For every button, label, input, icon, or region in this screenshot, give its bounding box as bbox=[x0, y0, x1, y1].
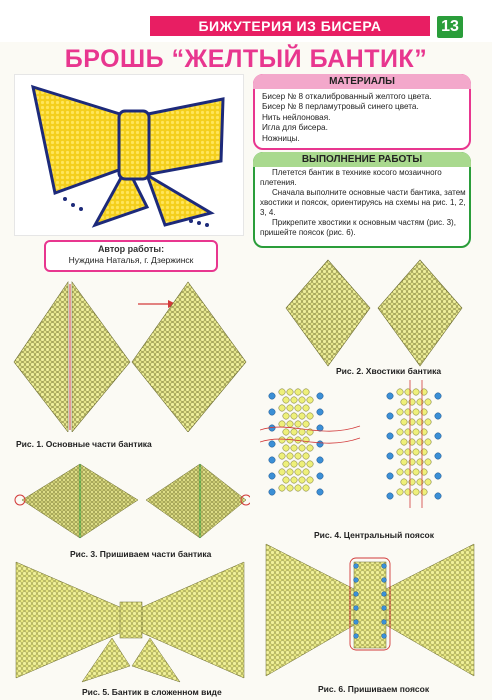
fig5-diagram bbox=[12, 556, 248, 684]
paragraph: Прикрепите хвостики к основным частям (рис. 3), пришейте поясок (рис. 6). bbox=[260, 218, 456, 237]
caption-fig6: Рис. 6. Пришиваем поясок bbox=[318, 684, 430, 694]
paragraph: Сначала выполните основные части бантика, затем хвостики и поясок, ориентируясь на схемы на рис. 1, 2, 3, 4. bbox=[260, 188, 466, 217]
fig4-diagram bbox=[260, 380, 480, 520]
list-item: Игла для бисера. bbox=[262, 123, 328, 133]
caption-fig1: Рис. 1. Основные части бантика bbox=[16, 439, 152, 449]
instructions-heading: ВЫПОЛНЕНИЕ РАБОТЫ bbox=[253, 152, 471, 167]
bow-photo-image bbox=[15, 75, 243, 235]
fig1-diagram bbox=[10, 272, 250, 432]
page-number: 13 bbox=[437, 16, 463, 38]
author-panel bbox=[44, 240, 218, 272]
materials-heading: МАТЕРИАЛЫ bbox=[253, 74, 471, 89]
fig6-diagram bbox=[260, 540, 480, 680]
page-title: БРОШЬ “ЖЕЛТЫЙ БАНТИК” bbox=[64, 45, 428, 73]
section-title: БИЖУТЕРИЯ ИЗ БИСЕРА bbox=[150, 16, 430, 36]
list-item: Бисер № 8 откалиброванный желтого цвета. bbox=[262, 92, 432, 101]
materials-list bbox=[262, 92, 464, 144]
bow-photo bbox=[14, 74, 244, 236]
instructions-text bbox=[260, 168, 466, 238]
author-name: Нуждина Наталья, г. Дзержинск bbox=[68, 255, 194, 265]
list-item: Ножницы. bbox=[262, 133, 300, 143]
paragraph: Плетется бантик в технике косого мозаичного плетения. bbox=[260, 168, 442, 187]
caption-fig5: Рис. 5. Бантик в сложенном виде bbox=[82, 687, 222, 697]
caption-fig2: Рис. 2. Хвостики бантика bbox=[336, 366, 442, 376]
caption-fig4: Рис. 4. Центральный поясок bbox=[314, 530, 435, 540]
caption-fig3: Рис. 3. Пришиваем части бантика bbox=[70, 549, 212, 559]
author-label: Автор работы: bbox=[97, 244, 165, 254]
list-item: Бисер № 8 перламутровый синего цвета. bbox=[262, 102, 419, 112]
fig3-diagram bbox=[10, 458, 250, 542]
list-item: Нить нейлоновая. bbox=[262, 112, 331, 122]
fig2-diagram bbox=[282, 254, 482, 372]
